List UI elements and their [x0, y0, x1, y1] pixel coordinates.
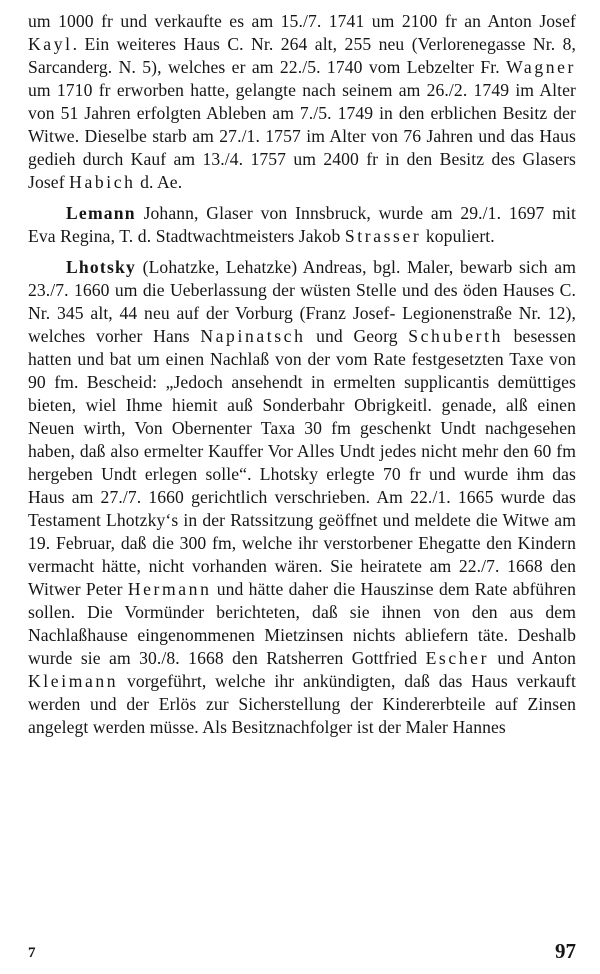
entry-surname: Lemann: [66, 203, 136, 223]
text-run: Johann, Glaser von Innsbruck, wurde am 29./1. 1697 mit Eva Regina, T. d. Stadtwachtmeisters Jakob: [28, 203, 576, 246]
page-number: 97: [555, 939, 576, 963]
text-run: besessen hatten und bat um einen Nachlaß von der vom Rate festgesetzten Taxe von 90 fm. Bescheid: „Jedoch ansehendt in ermelten supplicantis demüttiges bieten, wiel Ihme hiemit auß Sonderbahr Obrigkeitl. genade, alß einen Neuen wirth, Von Obernenter Taxa 30 fm geschenkt Undt nachgesehen haben, daß also ermelter Kauffer Vor Alles Undt jedes nicht mehr den 60 fm hergeben Undt erlegen solle“. Lhotsky erlegte 70 fr und wurde ihm das Haus am 27./7. 1660 gerichtlich verschrieben. Am 22./1. 1665 wurde das Testament Lhotzky‘s in der Ratssitzung geöffnet und meldete die Witwe am 19. Februar, daß die 300 fm, welche ihr verstorbener Ehegatte den Kindern vermacht hätte, nicht vorhanden wären. Sie heiratete am 22./7. 1668 den Witwer Peter: [28, 326, 576, 599]
spaced-name: Kayl: [28, 34, 73, 54]
text-run: um 1000 fr und verkaufte es am 15./7. 1741 um 2100 fr an Anton Josef: [28, 11, 576, 31]
spaced-name: Schuberth: [408, 326, 503, 346]
spaced-name: Hermann: [127, 579, 212, 599]
text-run: . Ein weiteres Haus C. Nr. 264 alt, 255 neu (Verlorenegasse Nr. 8, Sarcanderg. N. 5), welches er am 22./5. 1740 vom Lebzelter Fr.: [28, 34, 576, 77]
text-run: kopuliert.: [421, 226, 495, 246]
text-run: und Georg: [305, 326, 409, 346]
paragraph-1: [28, 10, 576, 194]
paragraph-2: [28, 202, 576, 248]
text-run: und Anton: [489, 648, 577, 668]
text-run: (Lohatzke, Lehatzke) Andreas, bgl. Maler, bewarb sich am 23./7. 1660 um die Ueberlassung der wüsten Stelle und des öden Hauses C. Nr. 345 alt, 44 neu auf der Vorburg (Franz Josef- Legionenstraße Nr. 12), welches vorher Hans: [28, 257, 576, 346]
spaced-name: Napinatsch: [200, 326, 306, 346]
page-footer: [28, 938, 576, 964]
entry-surname: Lhotsky: [66, 257, 137, 277]
text-run: vorgeführt, welche ihr ankündigten, daß das Haus verkauft werden und der Erlös zur Sicherstellung der Kindererbteile auf Zinsen angelegt werden müsse. Als Besitznachfolger ist der Maler Hannes: [28, 671, 576, 737]
signature-mark: 7: [28, 945, 36, 961]
text-run: und hätte daher die Hauszinse dem Rate abführen sollen. Die Vormünder berichteten, daß sie ihnen von den aus dem Nachlaßhause eingenommenen Mietzinsen nichts abliefern täte. Deshalb wurde sie am 30./8. 1668 den Ratsherren Gottfried: [28, 579, 576, 668]
text-column: [28, 10, 576, 747]
text-run: um 1710 fr erworben hatte, gelangte nach seinem am 26./2. 1749 im Alter von 51 Jahren erfolgten Ableben am 7./5. 1749 in den erblichen Besitz der Witwe. Dieselbe starb am 27./1. 1757 im Alter von 76 Jahren und das Haus gedieh durch Kauf am 13./4. 1757 um 2400 fr in den Besitz des Glasers Josef: [28, 80, 576, 192]
paragraph-3: [28, 256, 576, 739]
spaced-name: Kleimann: [28, 671, 119, 691]
spaced-name: Strasser: [344, 226, 422, 246]
spaced-name: Escher: [425, 648, 490, 668]
spaced-name: Habich: [69, 172, 136, 192]
spaced-name: Wagner: [506, 57, 576, 77]
text-run: d. Ae.: [135, 172, 183, 192]
